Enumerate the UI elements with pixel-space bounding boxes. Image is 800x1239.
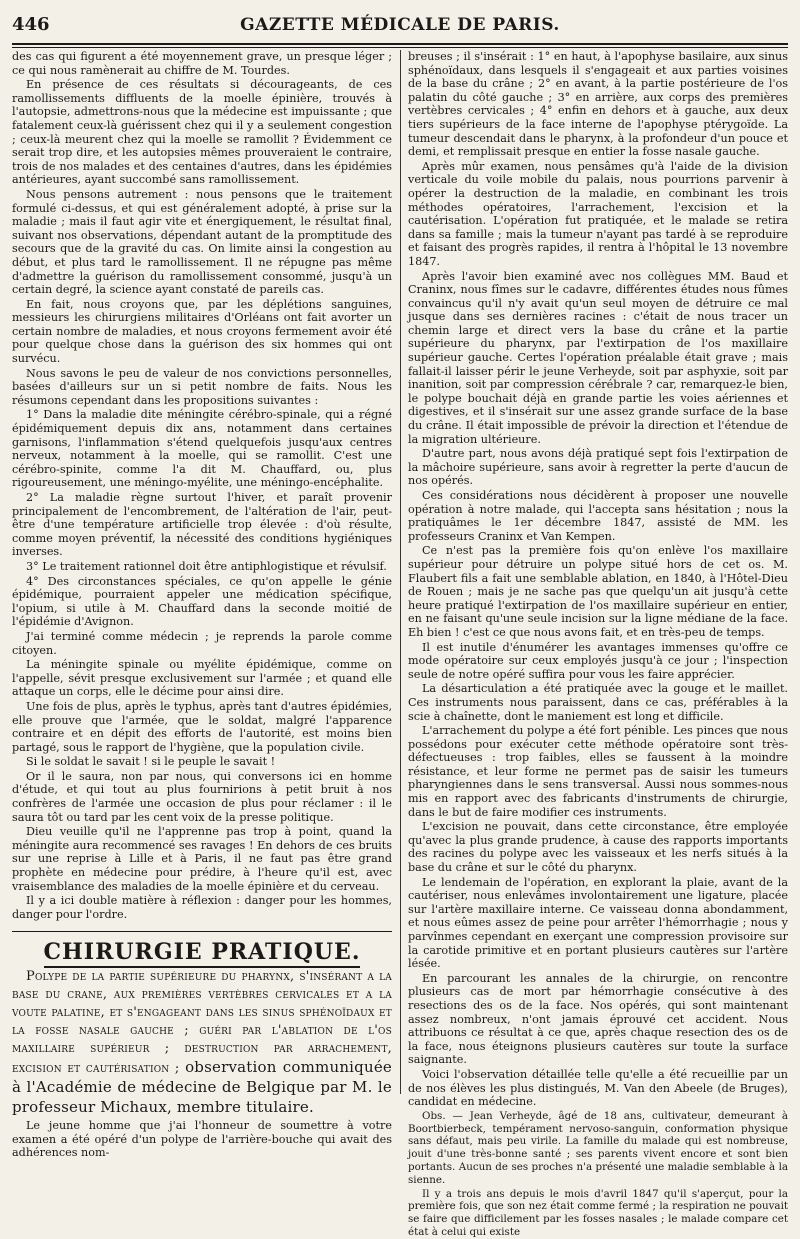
proposition-item: 1° Dans la maladie dite méningite cérébro-spinale, qui a régné épidémiquement depuis dix ans, notamment dans certaines garnisons, l'inflammation s'étend quelquefois jusqu'aux centres nerveux, notamment à la moelle, qui se ramollit. C'est une cérébro-spinite, comme l'a dit M. Chauffard, ou, plus rigoureusement, une méningo-myélite, une méningo-encéphalite. xyxy=(12,408,392,490)
header-rule xyxy=(12,43,788,45)
paragraph: L'arrachement du polype a été fort pénible. Les pinces que nous possédons pour exécuter cette méthode opératoire sont très-défectueuses : trop faibles, elles se faussent à la moindre résistance, et leur forme ne permet pas de saisir les tumeurs pharyngiennes dans le sens transversal. Aussi nous sommes-nous mis en rapport avec des fabricants d'instruments de chirurgie, dans le but de faire modifier ces instruments. xyxy=(408,724,788,819)
paragraph: En parcourant les annales de la chirurgie, on rencontre plusieurs cas de mort par hémorrhagie consécutive à des resections des os de la face. Nos opérés, qui sont maintenant assez nombreux, n'ont jamais éprouvé cet accident. Nous attribuons ce résultat à ce que, après chaque resection des os de la face, nous éteignons plusieurs cautères sur toute la surface saignante. xyxy=(408,971,788,1067)
observation-paragraph: Il y a trois ans depuis le mois d'avril 1847 qu'il s'aperçut, pour la première fois, que son nez était comme fermé ; la respiration ne pouvait se faire que difficilement par les fosses nasales ; le malade compare cet état à celui qui existe xyxy=(408,1187,788,1238)
proposition-item: 2° La maladie règne surtout l'hiver, et paraît provenir principalement de l'encombrement, de l'altération de l'air, peut-être d'une température artificielle trop élevée : d'où résulte, comme moyen préventif, la nécessité des conditions hygiéniques inverses. xyxy=(12,491,392,559)
paragraph: des cas qui figurent a été moyennement grave, un presque léger ; ce qui nous ramènerait au chiffre de M. Tourdes. xyxy=(12,50,392,77)
paragraph: breuses ; il s'insérait : 1° en haut, à l'apophyse basilaire, aux sinus sphénoïdaux, dans lesquels il s'engageait et aux parties voisines de la base du crâne ; 2° en avant, à la partie postérieure de l'os palatin du côté gauche ; 3° en arrière, aux corps des premières vertèbres cervicales ; 4° enfin en dehors et à gauche, aux deux tiers supérieurs de la face interne de l'apophyse ptérygoïde. La tumeur descendait dans le pharynx, à la profondeur d'un pouce et demi, et remplissait presque en entier la fosse nasale gauche. xyxy=(408,50,788,159)
paragraph: Dieu veuille qu'il ne l'apprenne pas trop à point, quand la méningite aura recommencé ses ravages ! En dehors de ces bruits sur une reprise à Lille et à Paris, il ne faut pas être grand prophète en médecine pour prédire, à l'heure qu'il est, avec vraisemblance des maladies de la moelle épinière et du cerveau. xyxy=(12,825,392,893)
proposition-item: 4° Des circonstances spéciales, ce qu'on appelle le génie épidémique, pourraient appeler une médication spécifique, l'opium, si utile à M. Chauffard dans la seconde moitié de l'épidémie d'Avignon. xyxy=(12,574,392,629)
left-column xyxy=(12,50,392,1160)
proposition-item: 3° Le traitement rationnel doit être antiphlogistique et révulsif. xyxy=(26,559,387,573)
paragraph: Il y a ici double matière à réflexion : danger pour les hommes, danger pour l'ordre. xyxy=(12,894,392,921)
article-headline xyxy=(12,968,392,1118)
paragraph: Après mûr examen, nous pensâmes qu'à l'aide de la division verticale du voile mobile du palais, nous pourrions parvenir à opérer la destruction de la maladie, en combinant les trois méthodes opératoires, l'arrachement, l'excision et la cautérisation. L'opération fut pratiquée, et le malade se retira dans sa famille ; mais la tumeur n'ayant pas tardé à se reproduire et faisant des progrès rapides, il rentra à l'hôpital le 13 novembre 1847. xyxy=(408,159,788,268)
article-headline-normal: observation communiquée à l'Académie de médecine de Belgique par M. le professeur Michaux, membre titulaire. xyxy=(12,1058,392,1116)
section-title-text: CHIRURGIE PRATIQUE. xyxy=(44,939,361,968)
header-rule-thin xyxy=(12,47,788,48)
paragraph: Après l'avoir bien examiné avec nos collègues MM. Baud et Craninx, nous fîmes sur le cadavre, différentes études nous fûmes convaincus qu'il n'y avait qu'un seul moyen de détruire ce mal jusque dans ses dernières racines : c'était de nous tracer un chemin large et direct vers la base du crâne et la partie supérieure du pharynx, par l'extirpation de l'os maxillaire supérieur gauche. Certes l'opération préalable était grave ; mais fallait-il laisser périr le jeune Verheyde, soit par asphyxie, soit par inanition, soit par compression cérébrale ? car, remarquez-le bien, le polype bouchait déjà en grande partie les voies aériennes et digestives, et il s'insérait sur une assez grande surface de la base du crâne. Il était impossible de prévoir la direction et l'étendue de la migration ultérieure. xyxy=(408,269,788,446)
paragraph: J'ai terminé comme médecin ; je reprends la parole comme citoyen. xyxy=(12,629,392,657)
paragraph: Une fois de plus, après le typhus, après tant d'autres épidémies, elle prouve que l'armée, que le soldat, malgré l'apparence contraire et en dépit des efforts de l'autorité, est moins bien partagé, sous le rapport de l'hygiène, que la population civile. xyxy=(12,699,392,754)
paragraph: En présence de ces résultats si décourageants, de ces ramollissements diffluents de la moelle épinière, trouvés à l'autopsie, admettrons-nous que la médecine est impuissante ; que fatalement ceux-là guérissent chez qui il y a seulement congestion ; ceux-là meurent chez qui la moelle se ramollit ? Évidemment ce serait trop dire, et les autopsies mêmes prouveraient le contraire, trois de nos malades et des centaines d'autres, dans les épidémies antérieures, ayant succombé sans ramollissement. xyxy=(12,78,392,187)
running-title: GAZETTE MÉDICALE DE PARIS. xyxy=(240,15,560,35)
paragraph: La méningite spinale ou myélite épidémique, comme on l'appelle, sévit presque exclusivement sur l'armée ; et quand elle attaque un corps, elle le décime pour ainsi dire. xyxy=(12,658,392,699)
paragraph: L'excision ne pouvait, dans cette circonstance, être employée qu'avec la plus grande prudence, à cause des rapports importants des racines du polype avec les vaisseaux et les nerfs situés à la base du crâne et sur le côté du pharynx. xyxy=(408,820,788,875)
article-intro: Le jeune homme que j'ai l'honneur de soumettre à votre examen a été opéré d'un polype de l'arrière-bouche qui avait des adhérences nom- xyxy=(12,1119,392,1160)
paragraph: Ces considérations nous décidèrent à proposer une nouvelle opération à notre malade, qui l'accepta sans hésitation ; nous la pratiquâmes le 1er décembre 1847, assisté de MM. les professeurs Craninx et Van Kempen. xyxy=(408,489,788,543)
column-divider xyxy=(400,50,401,1094)
page-number: 446 xyxy=(12,14,50,35)
paragraph: Il est inutile d'énumérer les avantages immenses qu'offre ce mode opératoire sur ceux employés jusqu'à ce jour ; l'inspection seule de notre opéré suffira pour vous les faire apprécier. xyxy=(408,640,788,681)
surgery-section xyxy=(12,931,392,1159)
paragraph: Ce n'est pas la première fois qu'on enlève l'os maxillaire supérieur pour détruire un polype situé hors de cet os. M. Flaubert fils a fait une semblable ablation, en 1840, à l'Hôtel-Dieu de Rouen ; mais je ne sache pas que quelqu'un ait jusqu'à cette heure pratiqué l'extirpation de l'os maxillaire supérieur en entier, en ne faisant qu'une seule incision sur la ligne médiane de la face. Eh bien ! c'est ce que nous avons fait, et en très-peu de temps. xyxy=(408,544,788,639)
paragraph: Nous savons le peu de valeur de nos convictions personnelles, basées d'ailleurs sur un si petit nombre de faits. Nous les résumons cependant dans les propositions suivantes : xyxy=(12,366,392,407)
paragraph: Nous pensons autrement : nous pensons que le traitement formulé ci-dessus, et qui est généralement adopté, à prise sur la maladie ; mais il faut agir vite et énergiquement, le résultat final, suivant nos observations, dépendant autant de la promptitude des secours que de la gravité du cas. On limite ainsi la congestion au début, et plus tard le ramollissement. Il ne répugne pas même d'admettre la guérison du ramollissement consommé, jusqu'à un certain degré, la science ayant constaté de pareils cas. xyxy=(12,187,392,297)
observation-paragraph: Obs. — Jean Verheyde, âgé de 18 ans, cultivateur, demeurant à Boortbierbeck, tempérament nervoso-sanguin, conformation physique sans défaut, mais peu virile. La famille du malade qui est nombreuse, jouit d'une très-bonne santé ; ses parents vivent encore et sont bien portants. Aucun de ses proches n'a présenté une maladie semblable à la sienne. xyxy=(408,1109,788,1186)
paragraph: Or il le saura, non par nous, qui conversons ici en homme d'étude, et qui tout au plus fournirions à petit bruit à nos confrères de l'armée une occasion de plus pour réclamer : il le saura tôt ou tard par les cent voix de la presse politique. xyxy=(12,769,392,824)
paragraph: La désarticulation a été pratiquée avec la gouge et le maillet. Ces instruments nous paraissent, dans ce cas, préférables à la scie à chaînette, dont le maniement est long et difficile. xyxy=(408,682,788,723)
section-title xyxy=(12,939,392,966)
article-headline-caps: Polype de la partie supérieure du pharynx, s'insérant a la base du crane, aux premières vertèbres cervicales et a la voute palatine, et s'engageant dans les sinus sphénoïdaux et la fosse nasale gauche ; guéri par l'ablation de l'os maxillaire supérieur ; destruction par arrachement, excision et cautérisation ; xyxy=(12,969,392,1076)
paragraph: Voici l'observation détaillée telle qu'elle a été recueillie par un de nos élèves les plus distingués, M. Van den Abeele (de Bruges), candidat en médecine. xyxy=(408,1067,788,1109)
right-column xyxy=(408,50,788,1238)
paragraph: D'autre part, nous avons déjà pratiqué sept fois l'extirpation de la mâchoire supérieure, sans avoir à regretter la perte d'aucun de nos opérés. xyxy=(408,447,788,488)
paragraph: Le lendemain de l'opération, en explorant la plaie, avant de la cautériser, nous enlevâmes involontairement une ligature, placée sur l'artère maxillaire interne. Ce vaisseau donna abondamment, et nous eûmes assez de peine pour arrêter l'hémorrhagie ; nous y parvînmes cependant en exerçant une compression provisoire sur la carotide primitive et en portant plusieurs cautères sur l'artère lésée. xyxy=(408,875,788,971)
paragraph: Si le soldat le savait ! si le peuple le savait ! xyxy=(26,755,276,769)
page-header xyxy=(12,14,788,40)
paragraph: En fait, nous croyons que, par les déplétions sanguines, messieurs les chirurgiens militaires d'Orléans ont fait avorter un certain nombre de maladies, et nous croyons fermement avoir été pour quelque chose dans la guérison des six hommes qui ont survécu. xyxy=(12,297,392,366)
